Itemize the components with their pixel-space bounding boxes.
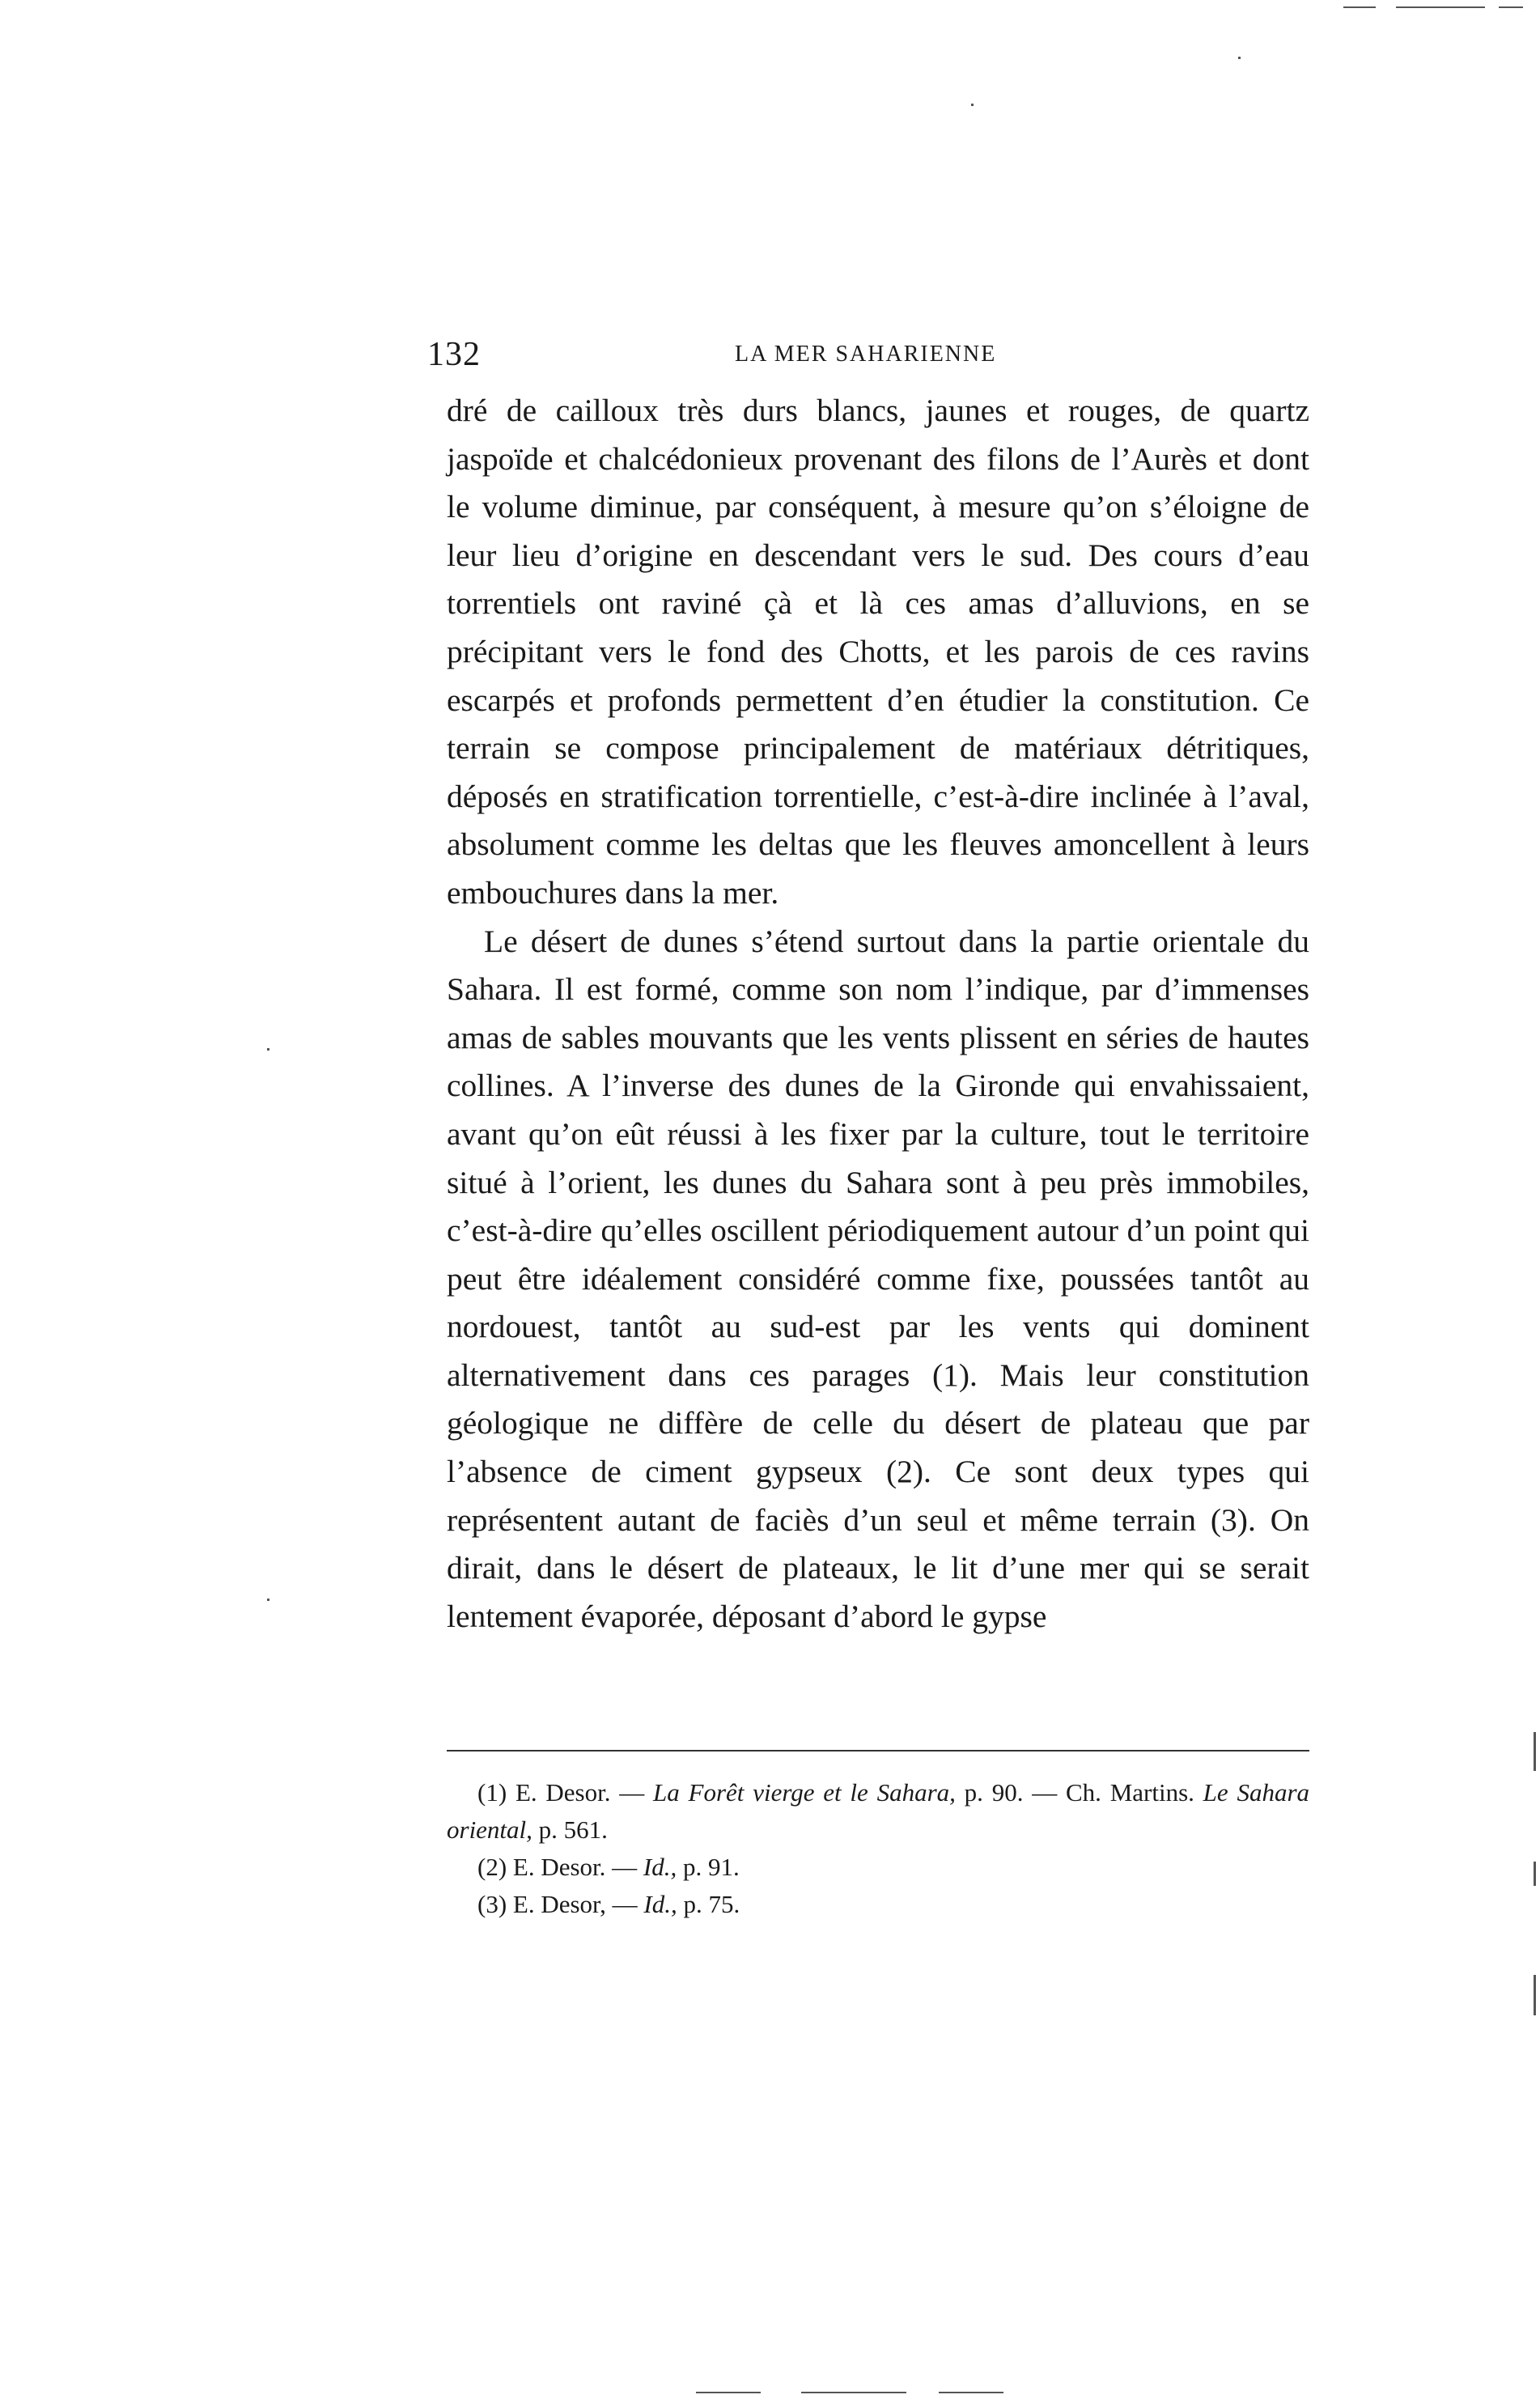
footnote-author: E. Desor, — — [512, 1890, 638, 1918]
footnote-marker: (2) — [477, 1853, 507, 1881]
footnote-work-title: La Forêt vierge et le Sahara, — [653, 1778, 956, 1807]
page-header — [427, 335, 1311, 380]
footnote-rule — [447, 1750, 1309, 1751]
scan-speck — [267, 1599, 269, 1601]
footnote-work-title: Id., — [643, 1853, 677, 1881]
footnote-author: E. Desor. — — [512, 1853, 638, 1881]
running-title: LA MER SAHARIENNE — [735, 342, 997, 367]
scan-edge-mark — [1396, 6, 1485, 8]
scan-speck — [1238, 57, 1241, 59]
footnote-3 — [447, 1886, 1309, 1923]
scan-edge-mark — [939, 2392, 1003, 2393]
footnote-marker: (1) — [477, 1778, 507, 1807]
footnote-reference-2: p. 561. — [538, 1815, 608, 1844]
scan-speck — [971, 104, 974, 106]
scan-edge-mark — [801, 2392, 906, 2393]
scan-edge-mark — [696, 2392, 761, 2393]
footnote-reference: p. 75. — [683, 1890, 740, 1918]
scan-edge-mark — [1343, 6, 1376, 8]
paragraph-continued: dré de cailloux très durs blancs, jaunes et rouges, de quartz jaspoïde et chalcédonieux provenant des filons de l’Aurès et dont le volume diminue, par conséquent, à mesure qu’on s’éloigne de leur lieu d’origine en descendant vers le sud. Des cours d’eau torrentiels ont raviné çà et là ces amas d’alluvions, en se précipitant vers le fond des Chotts, et les parois de ces ravins escarpés et profonds permettent d’en étudier la constitution. Ce terrain se compose principalement de matériaux détritiques, déposés en stratification torrentielle, c’est-à-dire inclinée à l’aval, absolument comme les deltas que les fleuves amoncellent à leurs embouchures dans la mer. — [447, 393, 1309, 911]
footnotes — [447, 1774, 1309, 1923]
scan-edge-mark — [1534, 1862, 1536, 1886]
body-text — [447, 387, 1309, 1641]
footnote-author: E. Desor. — — [515, 1778, 645, 1807]
footnote-1 — [447, 1774, 1309, 1849]
paragraph-desert-de-dunes: Le désert de dunes s’étend surtout dans la partie orientale du Sahara. Il est formé, comme son nom l’indique, par d’immenses amas de sables mouvants que les vents plissent en séries de hautes collines. A l’inverse des dunes de la Gironde qui envahissaient, avant qu’on eût réussi à les fixer par la culture, tout le territoire situé à l’orient, les dunes du Sahara sont à peu près immobiles, c’est-à-dire qu’elles oscillent périodiquement autour d’un point qui peut être idéalement considéré comme fixe, poussées tantôt au nordouest, tantôt au sud-est par les vents qui dominent alternativement dans ces parages (1). Mais leur constitution géologique ne diffère de celle du désert de plateau que par l’absence de ciment gypseux (2). Ce sont deux types qui représentent autant de faciès d’un seul et même terrain (3). On dirait, dans le désert de plateaux, le lit d’une mer qui se serait lentement évaporée, déposant d’abord le gypse — [447, 923, 1309, 1634]
footnote-work-title-2: Le Sahara oriental, — [447, 1778, 1310, 1844]
scan-edge-mark — [1534, 1732, 1536, 1771]
scan-edge-mark — [1499, 6, 1523, 8]
footnote-reference: p. 90. — Ch. Martins. — [964, 1778, 1194, 1807]
footnote-marker: (3) — [477, 1890, 507, 1918]
page-number: 132 — [427, 336, 481, 373]
scan-edge-mark — [1534, 1975, 1536, 2015]
footnote-reference: p. 91. — [683, 1853, 740, 1881]
scan-speck — [267, 1048, 269, 1051]
footnote-2 — [447, 1849, 1309, 1886]
footnote-work-title: Id., — [643, 1890, 677, 1918]
